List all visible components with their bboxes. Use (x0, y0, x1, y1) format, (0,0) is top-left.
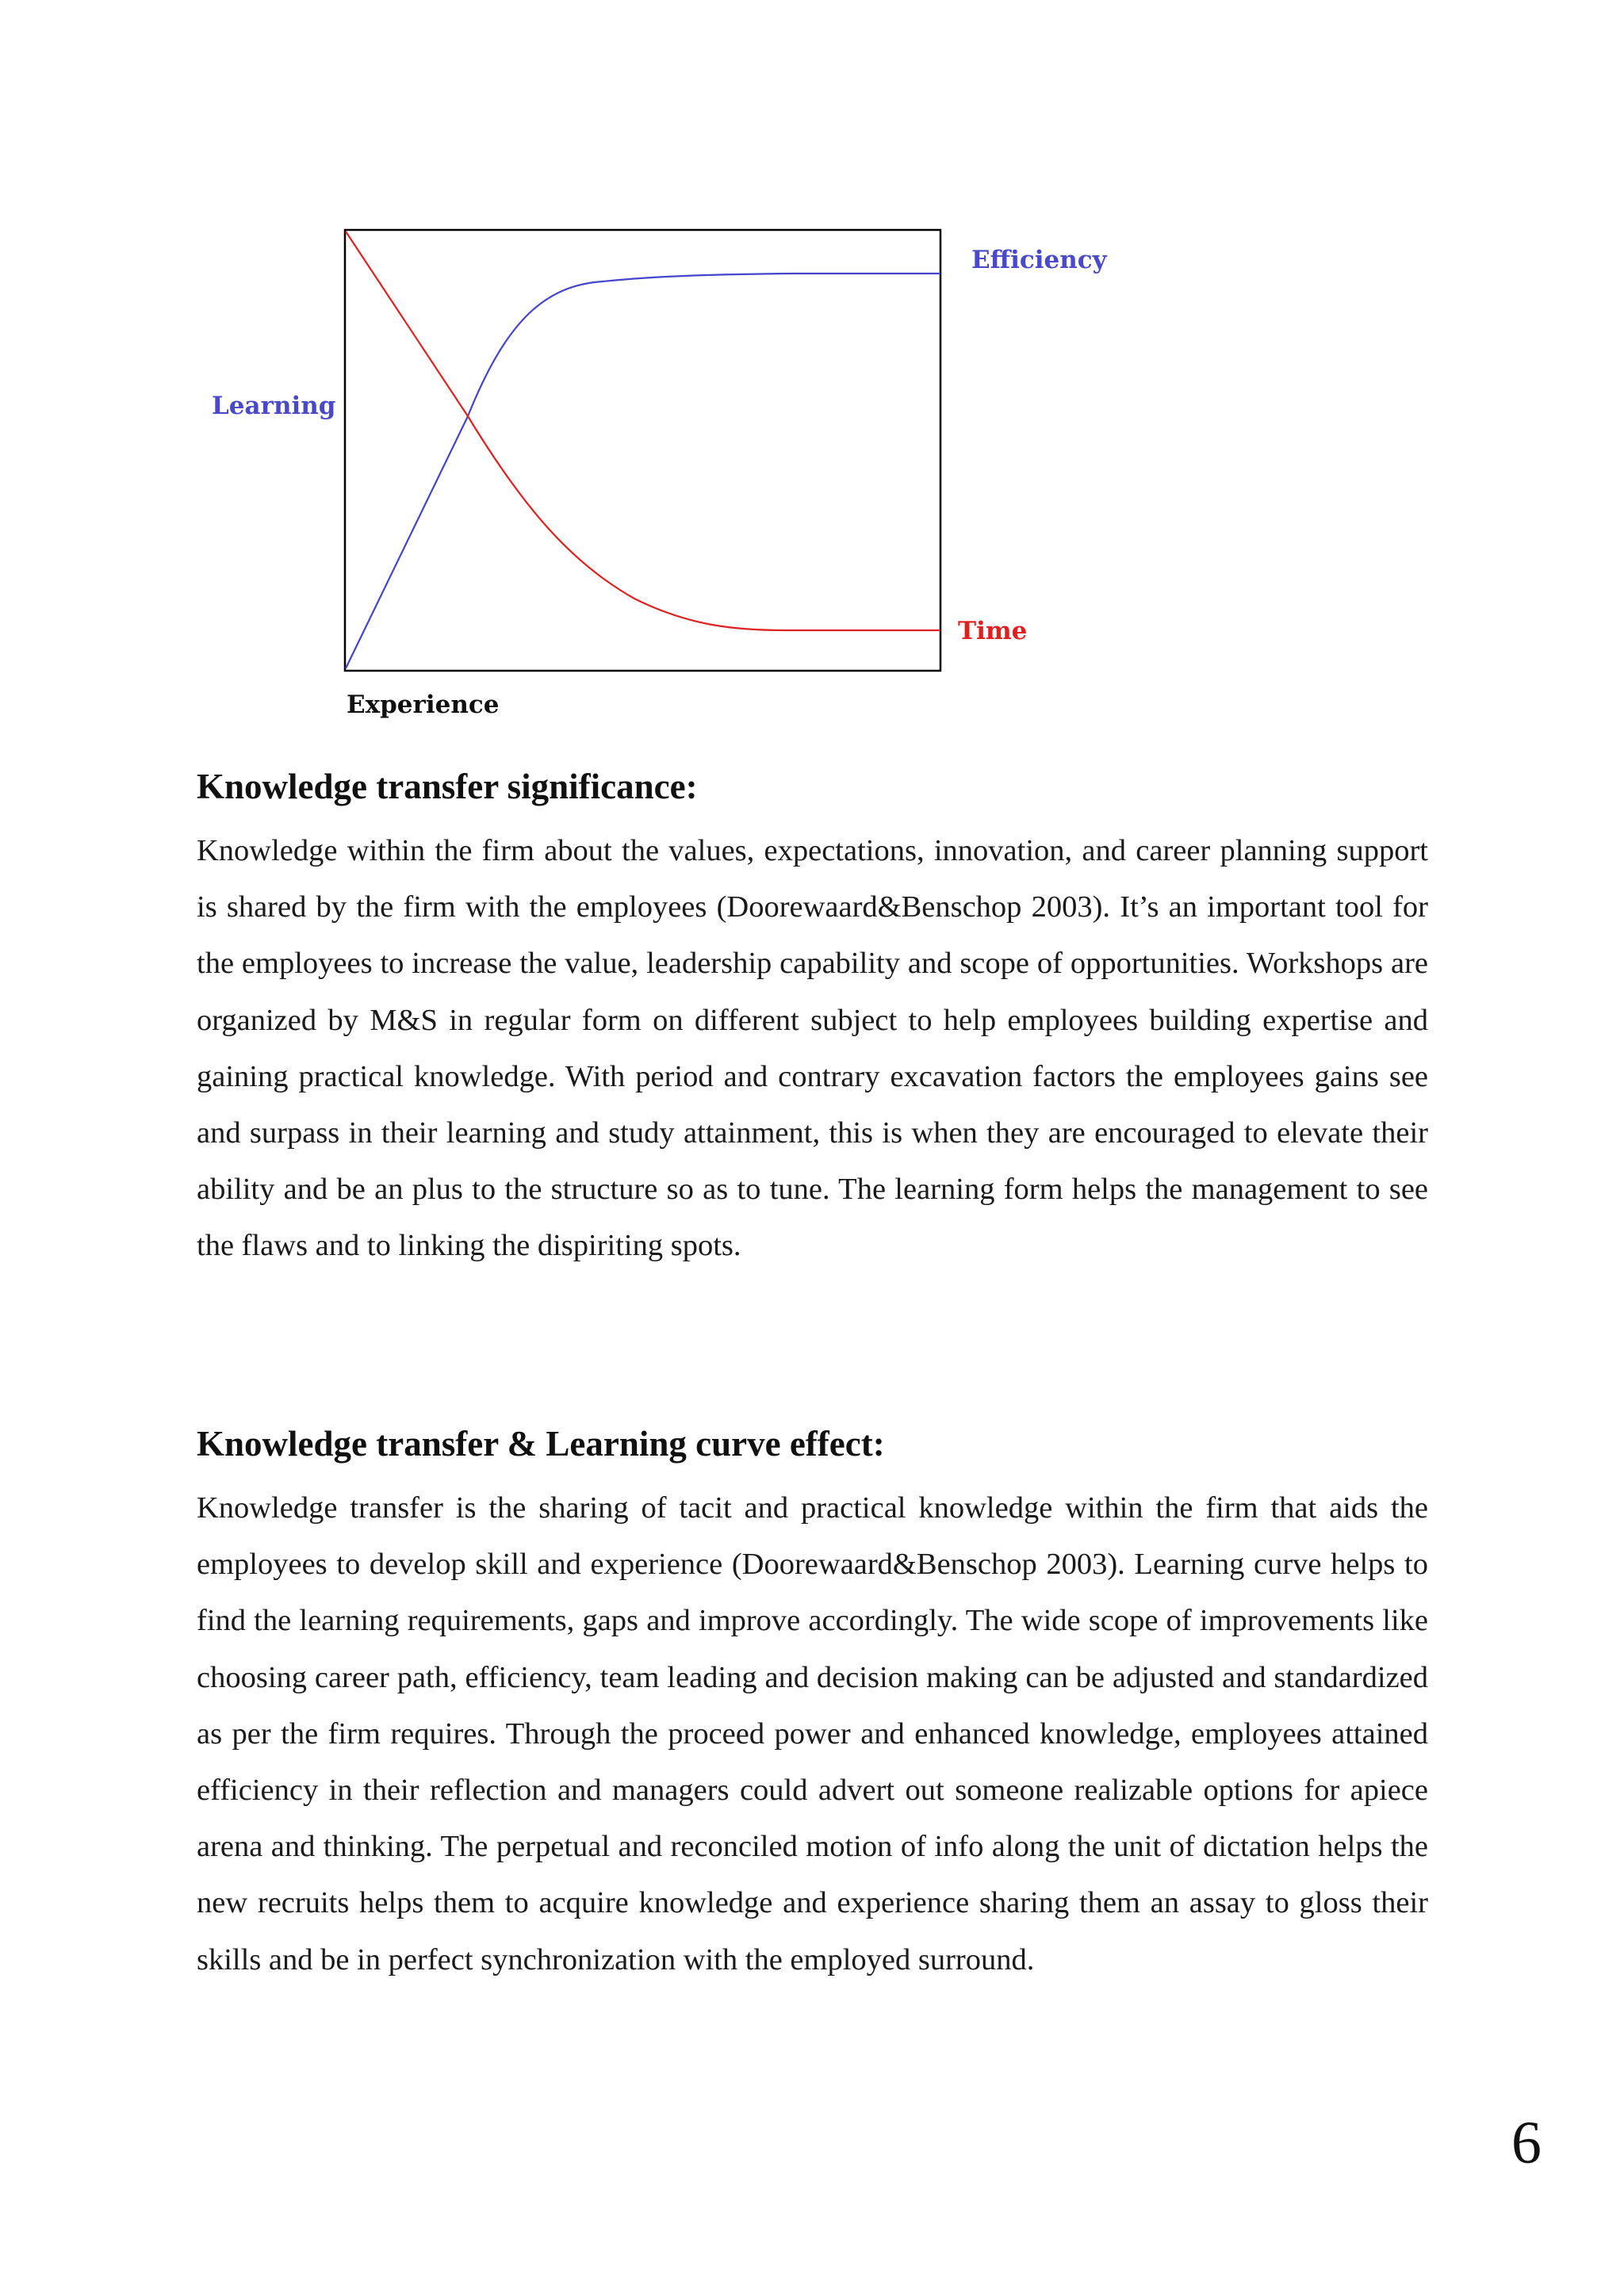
learning-curve-figure (0, 0, 1624, 745)
learning-curve-diagram (0, 0, 1624, 745)
page-number: 6 (1511, 2110, 1542, 2176)
section-heading-knowledge-transfer-significance: Knowledge transfer significance: (197, 767, 698, 806)
learning-label: Learning (212, 392, 336, 420)
section-heading-learning-curve-effect: Knowledge transfer & Learning curve effect: (197, 1424, 885, 1464)
efficiency-label: Efficiency (971, 246, 1107, 274)
section-paragraph-knowledge-transfer-significance: Knowledge within the firm about the values, expectations, innovation, and career planning support is shared by the firm with the employees (Doorewaard&Benschop 2003). It’s an important tool for the employees to increase the value, leadership capability and scope of opportunities. Workshops are organized by M&S in regular form on different subject to help employees building expertise and gaining practical knowledge. With period and contrary excavation factors the employees gains see and surpass in their learning and study attainment, this is when they are encouraged to elevate their ability and be an plus to the structure so as to tune. The learning form helps the management to see the flaws and to linking the dispiriting spots. (197, 834, 1428, 1263)
time-label: Time (958, 617, 1028, 645)
section-paragraph-learning-curve-effect: Knowledge transfer is the sharing of tacit and practical knowledge within the firm that aids the employees to develop skill and experience (Doorewaard&Benschop 2003). Learning curve helps to find the learning requirements, gaps and improve accordingly. The wide scope of improvements like choosing career path, efficiency, team leading and decision making can be adjusted and standardized as per the firm requires. Through the proceed power and enhanced knowledge, employees attained efficiency in their reflection and managers could advert out someone realizable options for apiece arena and thinking. The perpetual and reconciled motion of info along the unit of dictation helps the new recruits helps them to acquire knowledge and experience sharing them an assay to gloss their skills and be in perfect synchronization with the employed surround. (197, 1491, 1428, 1976)
experience-label: Experience (347, 691, 500, 719)
diagram-frame (345, 230, 940, 671)
